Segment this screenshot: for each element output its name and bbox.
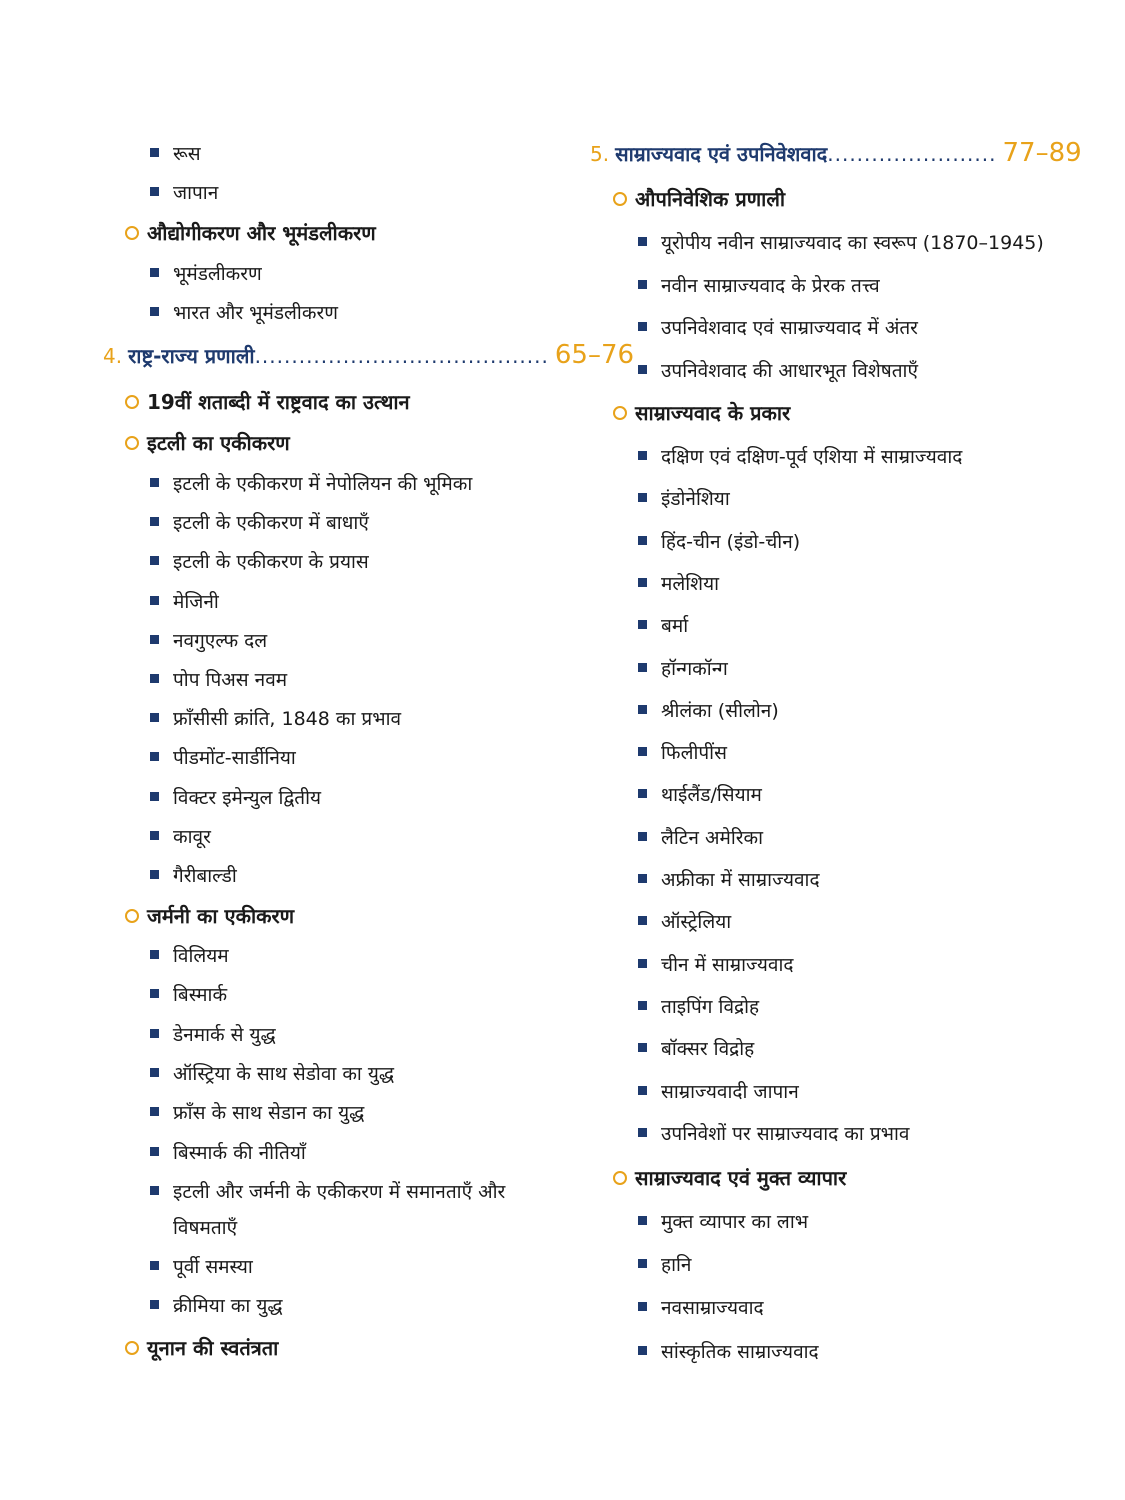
bullet-icon xyxy=(150,478,159,487)
list-item: इंडोनेशिया xyxy=(638,485,730,511)
list-item: विक्टर इमेन्युल द्वितीय xyxy=(150,784,321,810)
bullet-icon xyxy=(638,705,647,714)
bullet-icon xyxy=(638,620,647,629)
list-item: भारत और भूमंडलीकरण xyxy=(150,299,338,325)
section-heading: इटली का एकीकरण xyxy=(125,429,290,456)
section-heading: औपनिवेशिक प्रणाली xyxy=(613,185,785,212)
list-item: इटली के एकीकरण में नेपोलियन की भूमिका xyxy=(150,470,472,496)
list-item: श्रीलंका (सीलोन) xyxy=(638,697,779,723)
bullet-icon xyxy=(638,493,647,502)
bullet-icon xyxy=(150,831,159,840)
bullet-icon xyxy=(638,1043,647,1052)
list-item: इटली के एकीकरण के प्रयास xyxy=(150,548,369,574)
list-item: लैटिन अमेरिका xyxy=(638,824,763,850)
bullet-icon xyxy=(150,1029,159,1038)
list-item-continuation: विषमताएँ xyxy=(173,1216,238,1239)
bullet-icon xyxy=(638,1259,647,1268)
section-heading: यूनान की स्वतंत्रता xyxy=(125,1334,278,1361)
circle-icon xyxy=(125,909,139,923)
bullet-icon xyxy=(638,365,647,374)
list-item: दक्षिण एवं दक्षिण-पूर्व एशिया में साम्राज्यवाद xyxy=(638,443,962,469)
list-item: मेजिनी xyxy=(150,588,219,614)
bullet-icon xyxy=(150,752,159,761)
bullet-icon xyxy=(150,1261,159,1270)
bullet-icon xyxy=(150,268,159,277)
bullet-icon xyxy=(638,1001,647,1010)
list-item: बिस्मार्क की नीतियाँ xyxy=(150,1139,306,1165)
list-item: ताइपिंग विद्रोह xyxy=(638,993,759,1019)
circle-icon xyxy=(613,1171,627,1185)
list-item: हानि xyxy=(638,1251,691,1277)
bullet-icon xyxy=(150,792,159,801)
bullet-icon xyxy=(638,916,647,925)
list-item: सांस्कृतिक साम्राज्यवाद xyxy=(638,1338,819,1364)
bullet-icon xyxy=(638,1346,647,1355)
chapter-heading: 5. साम्राज्यवाद एवं उपनिवेशवाद....................... 77–89 xyxy=(590,138,1082,168)
list-item: डेनमार्क से युद्ध xyxy=(150,1021,276,1047)
list-item: पोप पिअस नवम xyxy=(150,666,287,692)
bullet-icon xyxy=(150,950,159,959)
bullet-icon xyxy=(638,959,647,968)
list-item: मलेशिया xyxy=(638,570,719,596)
bullet-icon xyxy=(150,989,159,998)
section-heading: जर्मनी का एकीकरण xyxy=(125,902,294,929)
list-item: यूरोपीय नवीन साम्राज्यवाद का स्वरूप (1870–1945) xyxy=(638,229,1044,255)
bullet-icon xyxy=(150,1068,159,1077)
bullet-icon xyxy=(638,663,647,672)
list-item: उपनिवेशों पर साम्राज्यवाद का प्रभाव xyxy=(638,1120,909,1146)
bullet-icon xyxy=(638,280,647,289)
list-item: भूमंडलीकरण xyxy=(150,260,262,286)
list-item: बर्मा xyxy=(638,612,688,638)
bullet-icon xyxy=(150,596,159,605)
list-item: गैरीबाल्डी xyxy=(150,862,237,888)
list-item: ऑस्ट्रिया के साथ सेडोवा का युद्ध xyxy=(150,1060,394,1086)
list-item: इटली और जर्मनी के एकीकरण में समानताएँ और xyxy=(150,1178,505,1204)
list-item: विलियम xyxy=(150,942,229,968)
list-item: हिंद-चीन (इंडो-चीन) xyxy=(638,528,800,554)
bullet-icon xyxy=(150,187,159,196)
list-item: अफ्रीका में साम्राज्यवाद xyxy=(638,866,820,892)
list-item: साम्राज्यवादी जापान xyxy=(638,1078,799,1104)
list-item: हॉन्गकॉन्ग xyxy=(638,655,728,681)
list-item: ऑस्ट्रेलिया xyxy=(638,908,731,934)
bullet-icon xyxy=(150,1147,159,1156)
list-item: पूर्वी समस्या xyxy=(150,1253,253,1279)
bullet-icon xyxy=(638,789,647,798)
list-item: चीन में साम्राज्यवाद xyxy=(638,951,793,977)
list-item: नवगुएल्फ दल xyxy=(150,627,267,653)
bullet-icon xyxy=(150,1186,159,1195)
list-item: पीडमोंट-सार्डीनिया xyxy=(150,744,296,770)
list-item: उपनिवेशवाद की आधारभूत विशेषताएँ xyxy=(638,357,918,383)
bullet-icon xyxy=(150,713,159,722)
list-item: मुक्त व्यापार का लाभ xyxy=(638,1208,808,1234)
list-item: उपनिवेशवाद एवं साम्राज्यवाद में अंतर xyxy=(638,314,918,340)
bullet-icon xyxy=(638,1216,647,1225)
bullet-icon xyxy=(638,578,647,587)
list-item: रूस xyxy=(150,140,201,166)
list-item: इटली के एकीकरण में बाधाएँ xyxy=(150,509,369,535)
circle-icon xyxy=(613,192,627,206)
section-heading: साम्राज्यवाद एवं मुक्त व्यापार xyxy=(613,1164,846,1191)
circle-icon xyxy=(125,1341,139,1355)
section-heading: साम्राज्यवाद के प्रकार xyxy=(613,399,790,426)
bullet-icon xyxy=(638,322,647,331)
list-item: फ्राँसीसी क्रांति, 1848 का प्रभाव xyxy=(150,705,401,731)
circle-icon xyxy=(125,226,139,240)
list-item: नवसाम्राज्यवाद xyxy=(638,1294,764,1320)
bullet-icon xyxy=(638,237,647,246)
bullet-icon xyxy=(150,148,159,157)
bullet-icon xyxy=(150,674,159,683)
bullet-icon xyxy=(150,870,159,879)
list-item: थाईलैंड/सियाम xyxy=(638,781,762,807)
bullet-icon xyxy=(150,556,159,565)
circle-icon xyxy=(613,406,627,420)
list-item: क्रीमिया का युद्ध xyxy=(150,1292,283,1318)
list-item: फिलीपींस xyxy=(638,739,727,765)
bullet-icon xyxy=(638,451,647,460)
bullet-icon xyxy=(150,1107,159,1116)
circle-icon xyxy=(125,436,139,450)
list-item: नवीन साम्राज्यवाद के प्रेरक तत्त्व xyxy=(638,272,880,298)
list-item: कावूर xyxy=(150,823,211,849)
list-item: जापान xyxy=(150,179,218,205)
list-item: बॉक्सर विद्रोह xyxy=(638,1035,754,1061)
bullet-icon xyxy=(638,1302,647,1311)
bullet-icon xyxy=(638,832,647,841)
bullet-icon xyxy=(638,874,647,883)
bullet-icon xyxy=(150,1300,159,1309)
chapter-heading: 4. राष्ट्र-राज्य प्रणाली........................................ 65–76 xyxy=(103,340,635,370)
bullet-icon xyxy=(638,536,647,545)
list-item: बिस्मार्क xyxy=(150,981,227,1007)
section-heading: 19वीं शताब्दी में राष्ट्रवाद का उत्थान xyxy=(125,388,410,415)
bullet-icon xyxy=(150,307,159,316)
bullet-icon xyxy=(150,517,159,526)
section-heading: औद्योगीकरण और भूमंडलीकरण xyxy=(125,219,376,246)
bullet-icon xyxy=(638,1128,647,1137)
bullet-icon xyxy=(150,635,159,644)
bullet-icon xyxy=(638,1086,647,1095)
list-item: फ्राँस के साथ सेडान का युद्ध xyxy=(150,1099,364,1125)
circle-icon xyxy=(125,395,139,409)
bullet-icon xyxy=(638,747,647,756)
